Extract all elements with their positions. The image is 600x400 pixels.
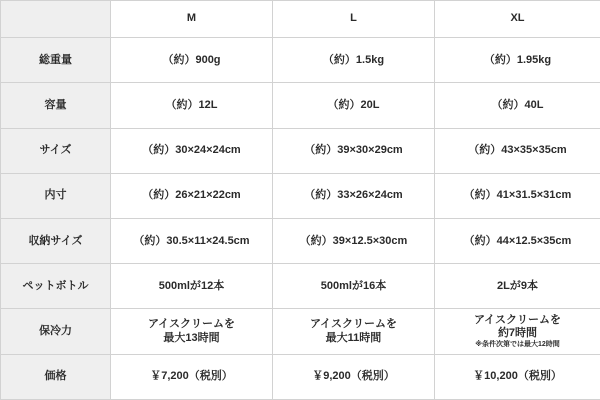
cold-l-line2: 最大11時間 bbox=[325, 331, 382, 344]
cell-weight-l: （約）1.5kg bbox=[273, 38, 435, 83]
cell-capacity-l: （約）20L bbox=[273, 83, 435, 128]
cell-bottle-l: 500mlが16本 bbox=[273, 264, 435, 309]
cell-storage-l: （約）39×12.5×30cm bbox=[273, 219, 435, 264]
header-row bbox=[1, 1, 600, 38]
cold-xl-note: ※条件次第では最大12時間 bbox=[475, 341, 560, 349]
cell-size-xl: （約）43×35×35cm bbox=[435, 128, 600, 173]
corner-cell bbox=[1, 1, 111, 38]
row-label-size: サイズ bbox=[1, 128, 111, 173]
table-row bbox=[1, 309, 600, 354]
cell-capacity-xl: （約）40L bbox=[435, 83, 600, 128]
cell-price-m: ￥7,200（税別） bbox=[111, 354, 273, 399]
cold-m-line1: アイスクリームを bbox=[148, 318, 235, 331]
cell-size-l: （約）39×30×29cm bbox=[273, 128, 435, 173]
table-row bbox=[1, 354, 600, 399]
row-label-capacity: 容量 bbox=[1, 83, 111, 128]
cell-storage-xl: （約）44×12.5×35cm bbox=[435, 219, 600, 264]
cell-price-l: ￥9,200（税別） bbox=[273, 354, 435, 399]
cell-cold-m bbox=[111, 309, 273, 354]
cell-bottle-xl: 2Lが9本 bbox=[435, 264, 600, 309]
cell-cold-xl bbox=[435, 309, 600, 354]
column-header-l: L bbox=[273, 1, 435, 38]
cell-inner-l: （約）33×26×24cm bbox=[273, 173, 435, 218]
table-row bbox=[1, 83, 600, 128]
column-header-xl: XL bbox=[435, 1, 600, 38]
cell-weight-m: （約）900g bbox=[111, 38, 273, 83]
cold-xl-line1: アイスクリームを bbox=[474, 313, 561, 326]
cell-bottle-m: 500mlが12本 bbox=[111, 264, 273, 309]
cell-size-m: （約）30×24×24cm bbox=[111, 128, 273, 173]
cell-inner-xl: （約）41×31.5×31cm bbox=[435, 173, 600, 218]
cell-inner-m: （約）26×21×22cm bbox=[111, 173, 273, 218]
row-label-price: 価格 bbox=[1, 354, 111, 399]
cold-l-line1: アイスクリームを bbox=[310, 318, 397, 331]
row-label-inner-size: 内寸 bbox=[1, 173, 111, 218]
cell-weight-xl: （約）1.95kg bbox=[435, 38, 600, 83]
row-label-total-weight: 総重量 bbox=[1, 38, 111, 83]
cell-cold-l bbox=[273, 309, 435, 354]
cell-storage-m: （約）30.5×11×24.5cm bbox=[111, 219, 273, 264]
table-row bbox=[1, 173, 600, 218]
table-row bbox=[1, 38, 600, 83]
row-label-storage-size: 収納サイズ bbox=[1, 219, 111, 264]
column-header-m: M bbox=[111, 1, 273, 38]
table-row bbox=[1, 128, 600, 173]
cold-m-line2: 最大13時間 bbox=[163, 331, 220, 344]
row-label-pet-bottle: ペットボトル bbox=[1, 264, 111, 309]
cold-xl-line2: 約7時間 bbox=[497, 326, 538, 339]
cell-price-xl: ￥10,200（税別） bbox=[435, 354, 600, 399]
row-label-cold-retention: 保冷力 bbox=[1, 309, 111, 354]
cell-capacity-m: （約）12L bbox=[111, 83, 273, 128]
table-row bbox=[1, 264, 600, 309]
table-row bbox=[1, 219, 600, 264]
